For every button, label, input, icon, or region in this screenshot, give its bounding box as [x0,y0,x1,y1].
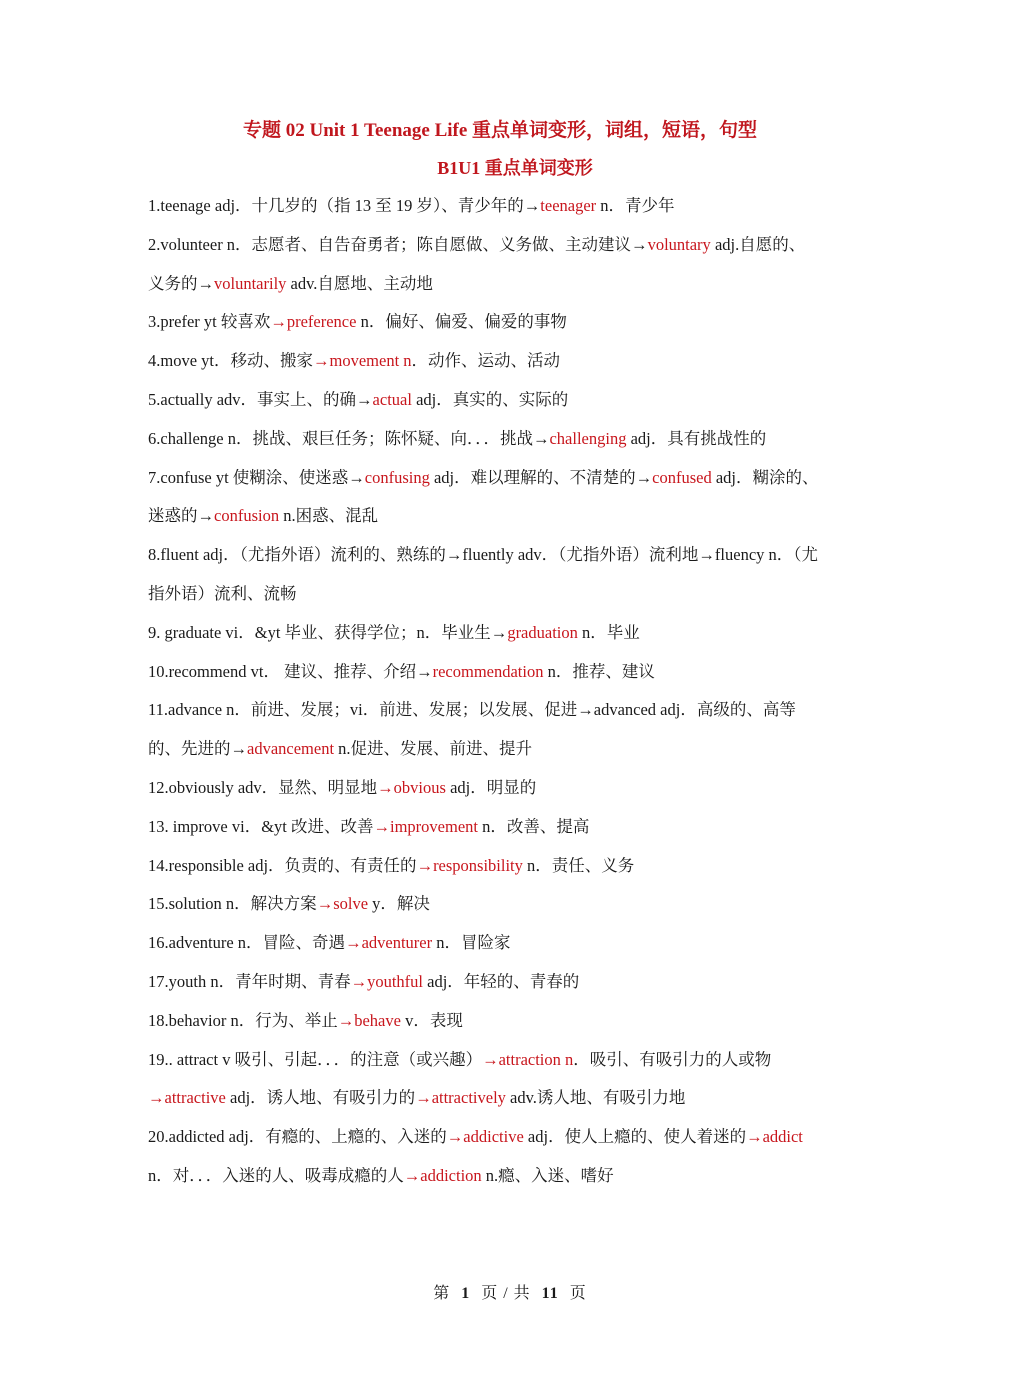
entry-line [148,697,888,736]
entry-text: adj．年轻的、青春的 [423,971,580,991]
entry-text: 12.obviously adv．显然、明显地 [148,777,378,797]
entry-line [148,969,888,1008]
entry-line [148,387,888,426]
entry-text: 15.solution n．解决方案 [148,894,317,914]
entry-line [148,1163,888,1202]
derived-word: voluntary [647,234,711,254]
entry-text: 迷惑的→ [148,506,214,526]
entry-line [148,465,888,504]
entry-text: 17.youth n．青年时期、青春 [148,971,351,991]
entry-line [148,271,888,310]
entry-text: adj.自愿的、 [710,234,806,254]
entry-text: 6.challenge n．挑战、艰巨任务；陈怀疑、向．．．挑战→ [148,428,550,448]
entry-text: 20.addicted adj．有瘾的、上瘾的、入迷的 [148,1127,447,1147]
entry-text: n．推荐、建议 [543,661,655,681]
derived-word: →addictive [446,1127,524,1147]
entry-line [148,775,888,814]
vocab-entry [148,1047,888,1125]
vocab-entry [148,309,888,348]
vocab-entry [148,620,888,659]
entry-text: adj．糊涂的、 [711,467,819,487]
entry-text: 义务的→ [148,273,214,293]
entry-text: ．吸引、有吸引力的人或物 [573,1049,772,1069]
entry-line [148,1124,888,1163]
entry-text: adj．使人上瘾的、使人着迷的 [523,1127,747,1147]
vocab-entry [148,193,888,232]
entry-text: adj．难以理解的、不清楚的→ [429,467,653,487]
entry-text: 9. graduate vi．&yt 毕业、获得学位；n．毕业生→ [148,622,508,642]
entry-line [148,1008,888,1047]
entry-line [148,348,888,387]
entry-text: 19.. attract v 吸引、引起．．．的注意（或兴趣） [148,1049,483,1069]
derived-word: →improvement [373,816,478,836]
entry-text: 1.teenage adj．十几岁的（指 13 至 19 岁）、青少年的→ [148,196,541,215]
entry-line [148,891,888,930]
entry-line [148,814,888,853]
derived-word: →preference [270,312,357,332]
entry-text: n．冒险家 [432,933,511,953]
vocab-entry [148,775,888,814]
entry-text: ．动作、运动、活动 [411,351,561,371]
entry-text: 的、先进的→ [148,739,247,759]
entry-text: 11.advance n．前进、发展；vi．前进、发展；以发展、促进→advanced adj．高级的、高等 [148,700,796,720]
entry-line [148,659,888,698]
entry-line [148,620,888,659]
derived-word: actual [372,389,412,409]
entry-line [148,503,888,542]
vocab-entry [148,1124,888,1202]
entry-line [148,736,888,775]
entry-text: v．表现 [400,1010,463,1030]
entry-text: n．对．．．入迷的人、吸毒成瘾的人 [148,1165,404,1185]
derived-word: challenging [549,428,627,448]
vocab-entry [148,426,888,465]
entry-text: adj．真实的、实际的 [411,389,569,409]
derived-word: →addiction [403,1165,482,1185]
entry-line [148,930,888,969]
document-title: 专题 02 Unit 1 Teenage Life 重点单词变形，词组，短语，句型 [242,120,758,141]
entry-text: y．解决 [368,894,430,914]
entry-text: 18.behavior n．行为、举止 [148,1010,338,1030]
entry-line [148,309,888,348]
entry-text: n．改善、提高 [477,816,590,836]
entry-line [148,542,888,581]
derived-word: confusion [214,506,280,526]
entry-text: 2.volunteer n．志愿者、自告奋勇者；陈自愿做、义务做、主动建议→ [148,234,648,254]
derived-word: →solve [316,894,369,914]
entry-line [148,426,888,465]
entry-text: adj．明显的 [445,777,537,797]
derived-word: voluntarily [214,273,287,293]
total-pages: 11 [541,1285,559,1302]
entry-text: 14.responsible adj．负责的、有责任的 [148,855,417,875]
vocab-entry [148,387,888,426]
vocabulary-list [148,193,888,1202]
entry-text: 10.recommend vt． 建议、推荐、介绍→ [148,661,433,681]
entry-text: 13. improve vi．&yt 改进、改善 [148,816,374,836]
entry-text: 4.move yt．移动、搬家 [148,351,313,371]
entry-text: adv.自愿地、主动地 [286,273,433,293]
vocab-entry [148,348,888,387]
entry-line [148,193,888,232]
vocab-entry [148,814,888,853]
entry-text: 8.fluent adj．（尤指外语）流利的、熟练的→fluently adv．（尤指外语）流利地→fluency n．（尤 [148,545,819,565]
derived-word: →addict [746,1127,803,1147]
footer-mid: 页 / 共 [481,1285,531,1302]
vocab-entry [148,697,888,775]
derived-word: →responsibility [416,855,523,875]
derived-word: graduation [507,622,578,642]
derived-word: →obvious [377,777,446,797]
entry-text: 16.adventure n．冒险、奇遇 [148,933,346,953]
section-heading: B1U1 重点单词变形 [437,158,593,178]
vocab-entry [148,930,888,969]
entry-text: n.瘾、入迷、嗜好 [481,1165,614,1185]
vocab-entry [148,465,888,543]
entry-text: adv.诱人地、有吸引力地 [505,1088,686,1108]
entry-text: 5.actually adv．事实上、的确→ [148,389,373,409]
derived-word: →attractively [415,1088,506,1108]
derived-word: →behave [337,1010,401,1030]
footer-prefix: 第 [433,1285,451,1302]
vocab-entry [148,1008,888,1047]
derived-word: recommendation [432,661,544,681]
entry-line [148,1047,888,1086]
vocab-entry [148,969,888,1008]
derived-word: →attractive [148,1088,226,1108]
footer-suffix: 页 [569,1285,587,1302]
entry-text: n．责任、义务 [522,855,635,875]
vocab-entry [148,232,888,310]
entry-text: adj．诱人地、有吸引力的 [225,1088,416,1108]
derived-word: confused [652,467,712,487]
entry-text: n.困惑、混乱 [279,506,379,526]
entry-text: 7.confuse yt 使糊涂、使迷惑→ [148,467,365,487]
entry-text: n．青少年 [596,196,675,215]
vocab-entry [148,853,888,892]
current-page: 1 [461,1285,471,1302]
derived-word: →youthful [350,971,424,991]
derived-word: teenager [540,196,597,215]
page-footer [0,1280,1020,1303]
entry-text: n．毕业 [577,622,640,642]
derived-word: confusing [364,467,430,487]
entry-line [148,1085,888,1124]
entry-text: adj．具有挑战性的 [626,428,767,448]
vocab-entry [148,891,888,930]
entry-line [148,581,888,620]
entry-text: 指外语）流利、流畅 [148,583,297,603]
vocab-entry [148,542,888,620]
derived-word: advancement [247,739,335,759]
entry-text: n．偏好、偏爱、偏爱的事物 [356,312,567,332]
entry-text: n.促进、发展、前进、提升 [334,739,533,759]
derived-word: →movement n [313,351,412,371]
entry-text: 3.prefer yt 较喜欢 [148,312,271,332]
entry-line [148,853,888,892]
derived-word: →attraction n [482,1049,574,1069]
derived-word: →adventurer [345,933,433,953]
vocab-entry [148,659,888,698]
entry-line [148,232,888,271]
